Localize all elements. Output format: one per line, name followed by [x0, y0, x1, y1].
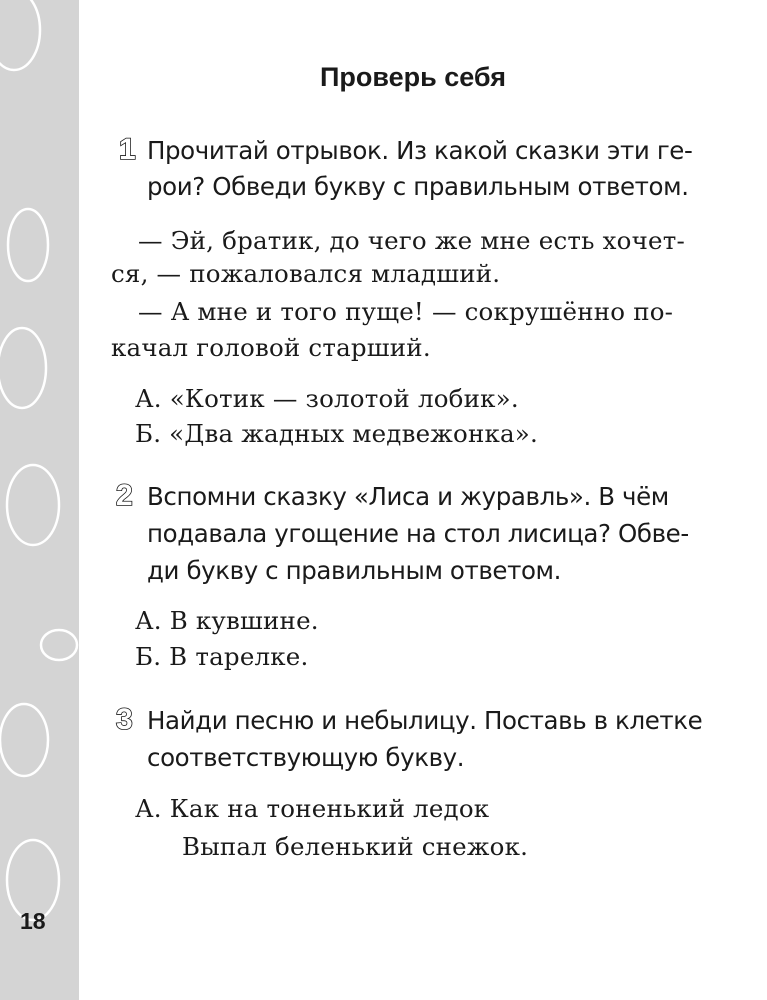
task-2-prompt-line-2: подавала угощение на стол лисица? Обве-	[147, 519, 689, 548]
decorative-sidebar	[0, 0, 79, 1000]
page-number: 18	[20, 908, 46, 934]
task-2-option-b: Б. В тарелке.	[135, 642, 309, 671]
worksheet-page	[79, 0, 767, 1000]
task-number-2: 2	[116, 479, 133, 512]
task-2-prompt-line-3: ди букву с правильным ответом.	[147, 556, 562, 585]
task-1-option-a: А. «Котик — золотой лобик».	[135, 384, 519, 413]
task-2-option-a: А. В кувшине.	[135, 606, 319, 635]
task-number-1: 1	[119, 133, 136, 166]
task-3-prompt-line-2: соответствующую букву.	[147, 743, 465, 772]
task-number-3: 3	[116, 703, 133, 736]
excerpt-line-1: — Эй, братик, до чего же мне есть хочет-	[138, 226, 685, 255]
excerpt-line-3: — А мне и того пуще! — сокрушённо по-	[138, 297, 674, 326]
task-3-option-a-line-1: А. Как на тоненький ледок	[135, 794, 490, 823]
page-title: Проверь себя	[320, 62, 506, 92]
task-1-prompt-line-1: Прочитай отрывок. Из какой сказки эти ге-	[147, 136, 693, 165]
task-2-prompt-line-1: Вспомни сказку «Лиса и журавль». В чём	[147, 482, 669, 511]
task-3-option-a-line-2: Выпал беленький снежок.	[182, 832, 529, 861]
task-1-option-b: Б. «Два жадных медвежонка».	[135, 419, 538, 448]
task-1-prompt-line-2: рои? Обведи букву с правильным ответом.	[147, 172, 689, 201]
task-3-prompt-line-1: Найди песню и небылицу. Поставь в клетке	[147, 706, 703, 735]
excerpt-line-4: качал головой старший.	[111, 333, 431, 362]
bubbles-decoration	[0, 0, 79, 1000]
excerpt-line-2: ся, — пожаловался младший.	[111, 259, 501, 288]
